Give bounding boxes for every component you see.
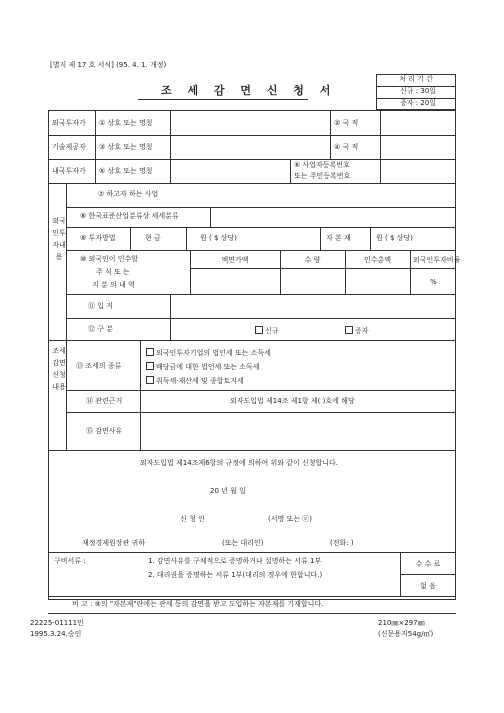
field-6-label-b: 또는 주민등록번호 [294, 172, 351, 180]
tax-option-3[interactable] [146, 376, 244, 385]
legal-basis-text: 외자도입법 제14조 제1항 제( )호에 해당 [230, 397, 355, 405]
footer-code: 22225-01111민 [30, 619, 84, 627]
capital-goods-label: 자 본 재 [326, 234, 351, 242]
processing-increase: 증자 : 20일 [400, 99, 437, 107]
field-9-label: ⑨ 투자방법 [80, 234, 116, 242]
docs-label: 구비서류 : [54, 557, 86, 565]
tax-option-1-checkbox[interactable] [146, 348, 154, 356]
domestic-investor-label: 내국투자가 [52, 167, 86, 175]
agent-label: (또는 대리인) [222, 539, 264, 547]
declaration-date: 20 년 월 일 [210, 487, 246, 495]
applicant-label: 신 청 인 [180, 515, 205, 523]
capital-won-field[interactable]: 원 ( $ 상당) [376, 234, 413, 242]
footer-approved: 1995.3.24.승인 [30, 630, 82, 638]
form-id: [별지 제 17 호 서식] (95. 4. 1. 개정) [50, 61, 167, 69]
field-12-label: ⑫ 구 분 [88, 325, 113, 333]
processing-label: 처 리 기 간 [399, 75, 433, 83]
page-title: 조 세 감 면 신 청 서 [161, 84, 337, 97]
cash-won-field[interactable]: 원 ( $ 상당) [200, 234, 237, 242]
field-8-label: ⑧ 한국표준산업분류상 세세분류 [80, 212, 179, 220]
section-tax-exemption-label: 조세감면신청내용 [52, 347, 66, 391]
tax-option-2-label: 배당금에 대한 법인세 또는 소득세 [156, 363, 260, 371]
phone-label: (전화: ) [330, 539, 354, 547]
fee-value: 없 음 [420, 582, 436, 590]
field-2-label: ② 국 적 [334, 119, 359, 127]
cash-label: 현 금 [145, 234, 161, 242]
field-7-label: ⑦ 하고자 하는 사업 [98, 190, 159, 198]
field-3-label: ③ 상호 또는 명칭 [99, 143, 153, 151]
field-15-label: ⑮ 감면사유 [86, 427, 123, 435]
field-10-label-a: ⑩ 외국인이 인수할 [80, 255, 139, 263]
footer-size: 210㎜×297㎜ [378, 619, 425, 627]
footer-paper: (신문용지54g/㎡) [378, 630, 434, 638]
declaration-text: 외자도입법 제14조제6항의 규정에 의하여 위와 같이 신청합니다. [140, 459, 338, 467]
processing-new: 신규 : 30일 [400, 87, 437, 95]
percent-unit: % [430, 278, 437, 286]
tax-option-2-checkbox[interactable] [146, 362, 154, 370]
fee-label: 수 수 료 [415, 560, 441, 568]
field-6-label-a: ⑥ 사업자등록번호 [294, 161, 350, 169]
field-11-label: ⑪ 입 지 [88, 302, 113, 310]
field-5-label: ⑤ 상호 또는 명칭 [99, 167, 153, 175]
foreign-investor-label: 외국투자가 [52, 119, 86, 127]
type-new-label: 신규 [265, 327, 279, 335]
tech-provider-label: 기술제공자 [52, 143, 86, 151]
doc-item-2: 2. 대리권을 증명하는 서류 1부(대리의 경우에 한합니다.) [148, 571, 323, 579]
quantity-header: 수 량 [304, 256, 321, 264]
face-value-header: 액면가액 [221, 256, 249, 264]
doc-item-1: 1. 감면사유를 구체적으로 증명하거나 설명하는 서류 1부 [148, 557, 322, 565]
tax-option-3-label: 취득세·재산세 및 종합토지세 [156, 377, 244, 385]
field-14-label: ⑭ 관련근거 [86, 397, 123, 405]
field-13-label: ⑬ 조세의 종류 [76, 362, 122, 370]
tax-option-3-checkbox[interactable] [146, 376, 154, 384]
field-10-label-c: 지 분 의 내 역 [92, 281, 135, 289]
type-new-checkbox[interactable] [255, 326, 263, 334]
type-new-option[interactable] [255, 326, 279, 335]
field-4-label: ④ 국 적 [334, 143, 359, 151]
field-10-label-b: 주 식 또 는 [96, 268, 130, 276]
tax-option-1-label: 외국인투자기업의 법인세 또는 소득세 [156, 349, 271, 357]
type-increase-checkbox[interactable] [345, 326, 353, 334]
type-increase-option[interactable] [345, 326, 369, 335]
tax-option-1[interactable] [146, 348, 271, 357]
addressee: 재정경제원장관 귀하 [82, 539, 146, 547]
type-increase-label: 증자 [355, 327, 369, 335]
signature-label: (서명 또는 ⓔ) [268, 515, 312, 523]
tax-option-2[interactable] [146, 362, 260, 371]
note-text: 비 고 : ⑨의 "자본재"란에는 관세 등의 감면을 받고 도입하는 자본재를 기재합니다. [72, 600, 324, 608]
total-amount-header: 인수총액 [363, 256, 392, 264]
foreign-ratio-header: 외국인투자비율 [413, 256, 461, 264]
field-1-label: ① 상호 또는 명칭 [99, 119, 153, 127]
section-foreign-investment-label: 외국인투자내용 [52, 217, 66, 261]
